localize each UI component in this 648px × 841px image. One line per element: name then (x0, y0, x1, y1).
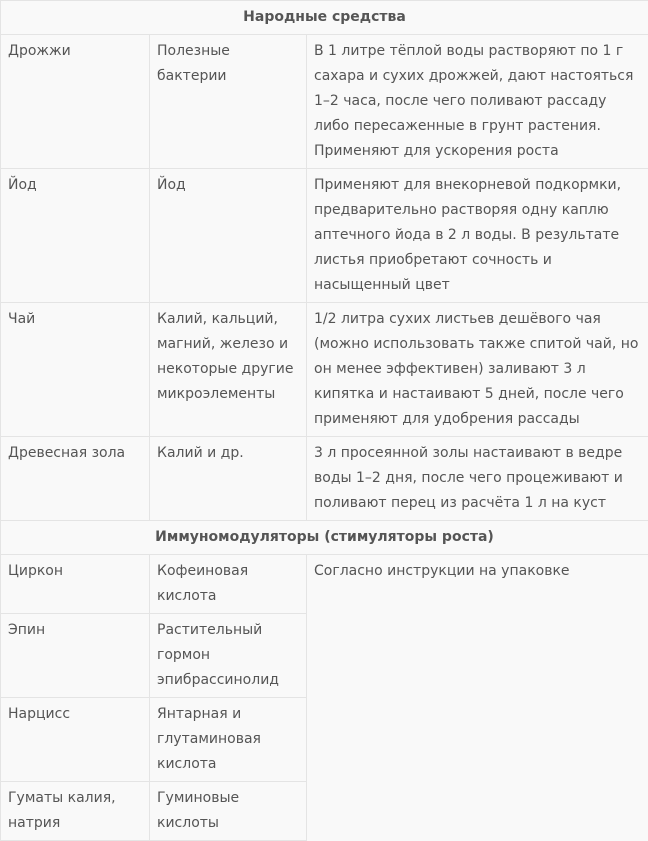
usage-description: Применяют для внекорневой подкормки, предварительно растворяя одну каплю аптечного йода в 2 л воды. В результате листья приобретают сочность и насыщенный цвет (307, 169, 648, 303)
active-substance: Растительный гормон эпибрассинолид (150, 614, 307, 698)
usage-description-shared: Согласно инструкции на упаковке (307, 555, 648, 841)
table-row (1, 437, 648, 521)
remedy-name: Нарцисс (1, 698, 150, 782)
section-title-folk-remedies: Народные средства (1, 1, 648, 35)
remedy-name: Чай (1, 303, 150, 437)
table-row (1, 303, 648, 437)
active-substance: Калий, кальций, магний, железо и некоторые другие микроэлементы (150, 303, 307, 437)
table-row (1, 35, 648, 169)
usage-description: 1/2 литра сухих листьев дешёвого чая (можно использовать также спитой чай, но он менее эффективен) заливают 3 л кипятка и настаивают 5 дней, после чего применяют для удобрения рассады (307, 303, 648, 437)
section-header-row (1, 521, 648, 555)
remedy-name: Древесная зола (1, 437, 150, 521)
section-title-immunomodulators: Иммуномодуляторы (стимуляторы роста) (1, 521, 648, 555)
table-row (1, 555, 648, 614)
table-row (1, 169, 648, 303)
remedy-name: Дрожжи (1, 35, 150, 169)
active-substance: Янтарная и глутаминовая кислота (150, 698, 307, 782)
section-header-row (1, 1, 648, 35)
usage-description: 3 л просеянной золы настаивают в ведре воды 1–2 дня, после чего процеживают и поливают перец из расчёта 1 л на куст (307, 437, 648, 521)
active-substance: Кофеиновая кислота (150, 555, 307, 614)
remedy-name: Йод (1, 169, 150, 303)
active-substance: Калий и др. (150, 437, 307, 521)
remedy-name: Циркон (1, 555, 150, 614)
usage-description: В 1 литре тёплой воды растворяют по 1 г сахара и сухих дрожжей, дают настояться 1–2 часа, после чего поливают рассаду либо пересаженные в грунт растения. Применяют для ускорения роста (307, 35, 648, 169)
remedy-name: Эпин (1, 614, 150, 698)
active-substance: Полезные бактерии (150, 35, 307, 169)
remedy-name: Гуматы калия, натрия (1, 782, 150, 841)
active-substance: Гуминовые кислоты (150, 782, 307, 841)
active-substance: Йод (150, 169, 307, 303)
